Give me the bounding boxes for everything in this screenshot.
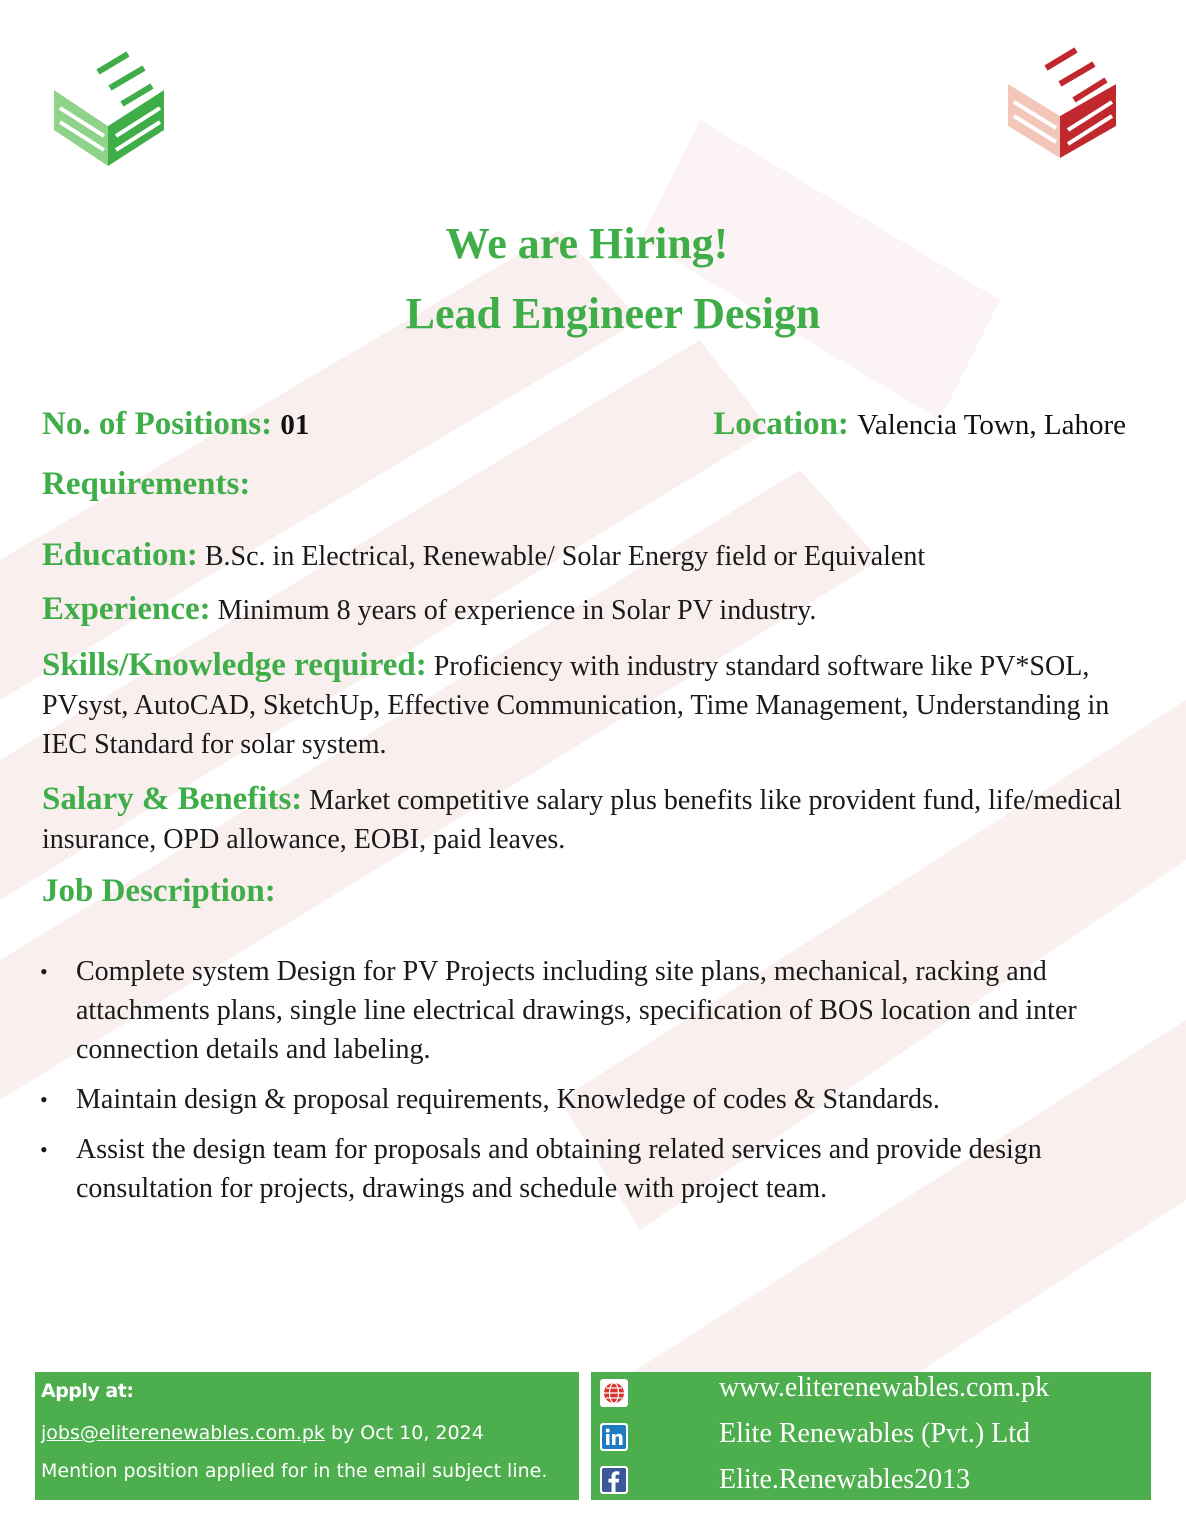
salary-paragraph (42, 780, 1152, 859)
website-link[interactable]: www.eliterenewables.com.pk (719, 1372, 1050, 1403)
list-item (40, 1080, 1140, 1119)
location-label: Location: (713, 406, 849, 442)
experience-label: Experience: (42, 591, 211, 627)
bullet-icon: • (40, 1087, 48, 1112)
list-item-text: Assist the design team for proposals and obtaining related services and provide design consultation for projects, drawings and schedule with project team. (76, 1134, 1042, 1204)
job-description-list (40, 952, 1140, 1219)
apply-label: Apply at: (41, 1380, 134, 1402)
facebook-icon (599, 1465, 629, 1495)
contact-panel (591, 1372, 1151, 1500)
linkedin-icon (599, 1422, 629, 1452)
location-row (713, 406, 1126, 443)
list-item (40, 952, 1140, 1069)
company-logo-red (1002, 40, 1122, 162)
education-paragraph (42, 536, 1152, 576)
education-text: B.Sc. in Electrical, Renewable/ Solar Energy field or Equivalent (204, 541, 926, 572)
experience-paragraph (42, 590, 1152, 630)
hiring-title: We are Hiring! (445, 219, 729, 268)
apply-line (41, 1422, 484, 1444)
company-logo-green (48, 40, 170, 170)
positions-row (42, 406, 309, 443)
skills-paragraph (42, 646, 1152, 764)
globe-icon (599, 1378, 629, 1408)
email-link[interactable]: jobs@eliterenewables.com.pk (41, 1422, 325, 1444)
job-title: Lead Engineer Design (405, 289, 821, 338)
linkedin-link[interactable]: Elite Renewables (Pvt.) Ltd (719, 1418, 1031, 1449)
job-description-heading: Job Description: (42, 873, 276, 909)
education-label: Education: (42, 537, 198, 573)
facebook-link[interactable]: Elite.Renewables2013 (719, 1464, 971, 1495)
salary-text: Market competitive salary plus benefits like provident fund, life/medical insurance, OPD allowance, EOBI, paid leaves. (42, 785, 1122, 855)
experience-text: Minimum 8 years of experience in Solar PV industry. (217, 595, 817, 626)
apply-panel (35, 1372, 579, 1500)
bullet-icon: • (40, 959, 48, 984)
salary-label: Salary & Benefits: (42, 781, 303, 817)
skills-text: Proficiency with industry standard software like PV*SOL, PVsyst, AutoCAD, SketchUp, Effective Communication, Time Management, Understanding in IEC Standard for solar system. (42, 651, 1110, 760)
positions-value: 01 (280, 409, 310, 441)
list-item (40, 1130, 1140, 1208)
deadline-text: by Oct 10, 2024 (324, 1422, 484, 1444)
requirements-heading: Requirements: (42, 466, 251, 502)
list-item-text: Maintain design & proposal requirements, Knowledge of codes & Standards. (76, 1084, 940, 1115)
list-item-text: Complete system Design for PV Projects including site plans, mechanical, racking and attachments plans, single line electrical drawings, specification of BOS location and inter connection details and labeling. (76, 956, 1077, 1065)
apply-note: Mention position applied for in the email subject line. (41, 1460, 548, 1482)
location-value: Valencia Town, Lahore (857, 409, 1126, 441)
bullet-icon: • (40, 1137, 48, 1162)
positions-label: No. of Positions: (42, 406, 273, 442)
skills-label: Skills/Knowledge required: (42, 647, 427, 683)
